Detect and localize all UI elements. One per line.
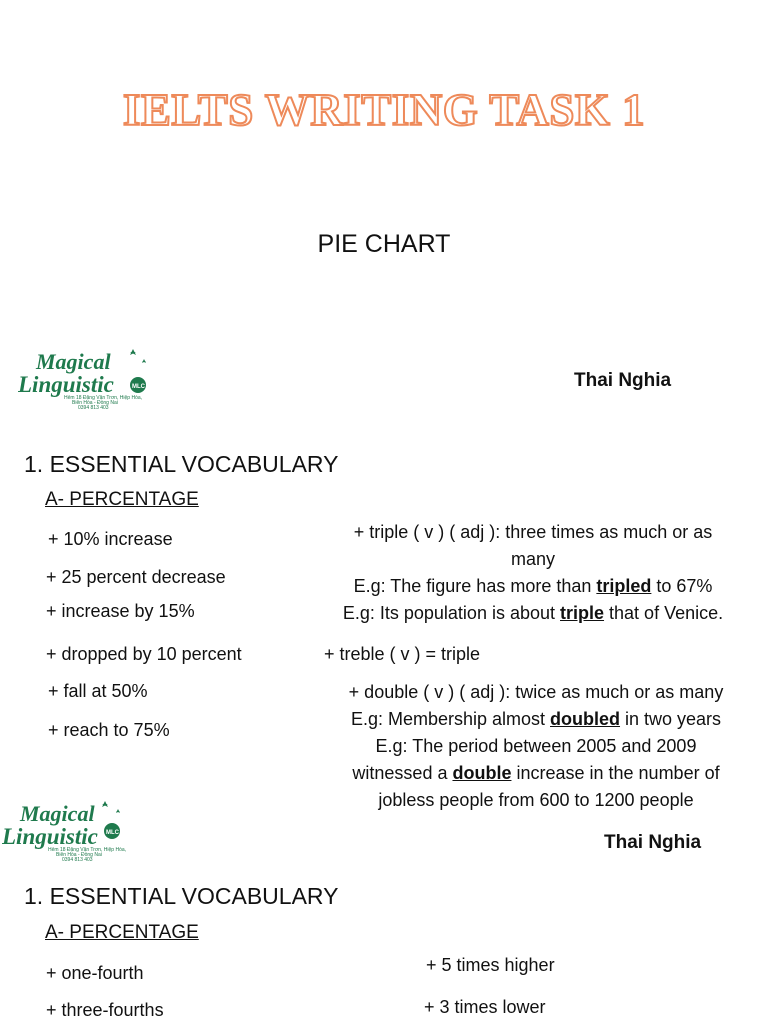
vocab-double (300, 679, 768, 814)
list-item: + increase by 15% (46, 601, 195, 621)
vocab-triple (300, 519, 766, 627)
list-item: + reach to 75% (48, 720, 170, 740)
brand-logo (18, 345, 158, 411)
logo-text-line2: Linguistic (18, 372, 114, 397)
vocab-double-definition: + double ( v ) ( adj ): twice as much or as many (348, 682, 724, 702)
logo-address-1: Hẻm 18 Đặng Văn Trơn, Hiệp Hòa, (48, 847, 127, 853)
logo-badge: MLC (106, 830, 119, 836)
star-icon (116, 809, 120, 813)
logo-phone: 0394 813 403 (62, 857, 93, 863)
keyword-doubled: doubled (550, 709, 621, 729)
brand-logo (2, 797, 142, 863)
list-item: + 3 times lower (424, 997, 546, 1017)
page-title: IELTS WRITING TASK 1 (122, 85, 646, 135)
vocab-triple-example-1: E.g: The figure has more than tripled to 67% (353, 576, 713, 596)
vocab-triple-example-2: E.g: Its population is about triple that of Venice. (342, 603, 724, 623)
author-name: Thai Nghia (604, 832, 702, 853)
list-item: + three-fourths (46, 1000, 164, 1020)
vocab-treble: + treble ( v ) = triple (324, 644, 481, 664)
list-item: + one-fourth (46, 963, 144, 983)
star-icon (130, 349, 136, 355)
vocab-double-example-2: E.g: The period between 2005 and 2009 (375, 736, 697, 756)
vocab-double-example-2-cont: witnessed a double increase in the number of (352, 763, 720, 783)
subheading-percentage: A- PERCENTAGE (45, 489, 199, 510)
keyword-triple: triple (560, 603, 605, 623)
logo-text-line1: Magical (20, 801, 95, 826)
logo-phone: 0394 813 403 (78, 405, 109, 411)
list-item: + dropped by 10 percent (46, 644, 242, 664)
list-item: + fall at 50% (48, 681, 148, 701)
logo-text-line1: Magical (36, 349, 111, 374)
logo-text-line2: Linguistic (2, 824, 98, 849)
star-icon (142, 359, 146, 363)
keyword-double: double (452, 763, 512, 783)
vocab-triple-definition: + triple ( v ) ( adj ): three times as much or as (353, 522, 713, 542)
logo-address-2: Biên Hòa - Đồng Nai (72, 400, 118, 406)
subheading-percentage: A- PERCENTAGE (45, 922, 199, 943)
section-heading: 1. ESSENTIAL VOCABULARY (24, 451, 339, 477)
vocab-triple-definition-cont: many (510, 549, 555, 569)
vocab-double-example-2-end: jobless people from 600 to 1200 people (378, 790, 694, 810)
list-item: + 25 percent decrease (46, 567, 226, 587)
list-item: + 10% increase (48, 529, 173, 549)
section-heading: 1. ESSENTIAL VOCABULARY (24, 883, 339, 909)
vocab-double-example-1: E.g: Membership almost doubled in two years (350, 709, 722, 729)
logo-address-1: Hẻm 18 Đặng Văn Trơn, Hiệp Hòa, (64, 395, 143, 401)
star-icon (102, 801, 108, 807)
keyword-tripled: tripled (596, 576, 652, 596)
list-item: + 5 times higher (426, 955, 555, 975)
page-subtitle: PIE CHART (317, 230, 451, 258)
logo-badge: MLC (132, 384, 145, 390)
author-name: Thai Nghia (574, 370, 672, 391)
logo-address-2: Biên Hòa - Đồng Nai (56, 852, 102, 858)
